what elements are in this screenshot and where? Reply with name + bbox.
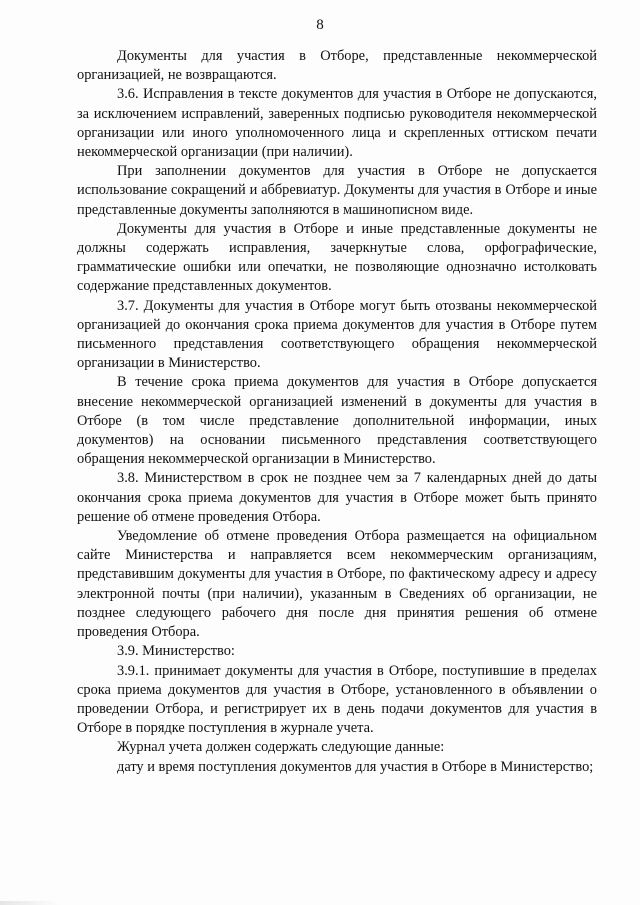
paragraph: Документы для участия в Отборе и иные представленные документы не должны содержать исправления, зачеркнутые слова, орфографические, грамматические ошибки или опечатки, не позволяющие однозначно истолковать содержание представленных документов. xyxy=(77,220,597,295)
paragraph: При заполнении документов для участия в Отборе не допускается использование сокращений и аббревиатур. Документы для участия в Отборе и иные представленные документы заполняются в машинописном виде. xyxy=(77,163,597,218)
paragraph: 3.9. Министерство: xyxy=(117,643,235,660)
paragraph: Документы для участия в Отборе, представленные некоммерческой организацией, не возвращаются. xyxy=(77,48,597,84)
paragraph: дату и время поступления документов для участия в Отборе в Министерство; xyxy=(117,758,594,775)
paragraph: 3.9.1. принимает документы для участия в Отборе, поступившие в пределах срока приема документов для участия в Отборе, установленного в объявлении о проведении Отбора, и регистрирует их в день подачи документов для участия в Отборе в порядке поступления в журнале учета. xyxy=(77,662,597,737)
paragraph: 3.8. Министерством в срок не позднее чем за 7 календарных дней до даты окончания срока приема документов для участия в Отборе может быть принято решение об отмене проведения Отбора. xyxy=(77,470,597,525)
page-number: 8 xyxy=(316,17,324,33)
paragraph: Уведомление об отмене проведения Отбора размещается на официальном сайте Министерства и направляется всем некоммерческим организациям, представившим документы для участия в Отборе, по фактическому адресу и адресу электронной почты (при наличии), указанным в Сведениях об организации, не позднее следующего рабочего дня после дня принятия решения об отмене проведения Отбора. xyxy=(77,528,597,641)
scan-artifact xyxy=(0,901,60,905)
paragraph: 3.6. Исправления в тексте документов для участия в Отборе не допускаются, за исключением исправлений, заверенных подписью руководителя некоммерческой организации или иного уполномоченного лица и скрепленных оттиском печати некоммерческой организации (при наличии). xyxy=(77,86,597,161)
paragraph: 3.7. Документы для участия в Отборе могут быть отозваны некоммерческой организацией до окончания срока приема документов для участия в Отборе путем письменного представления соответствующего обращения некоммерческой организации в Министерство. xyxy=(77,297,597,372)
paragraph: В течение срока приема документов для участия в Отборе допускается внесение некоммерческой организацией изменений в документы для участия в Отборе (в том числе представление дополнительной информации, иных документов) на основании письменного представления соответствующего обращения некоммерческой организации в Министерство. xyxy=(77,374,597,468)
document-body xyxy=(77,47,597,777)
paragraph: Журнал учета должен содержать следующие данные: xyxy=(117,739,445,756)
